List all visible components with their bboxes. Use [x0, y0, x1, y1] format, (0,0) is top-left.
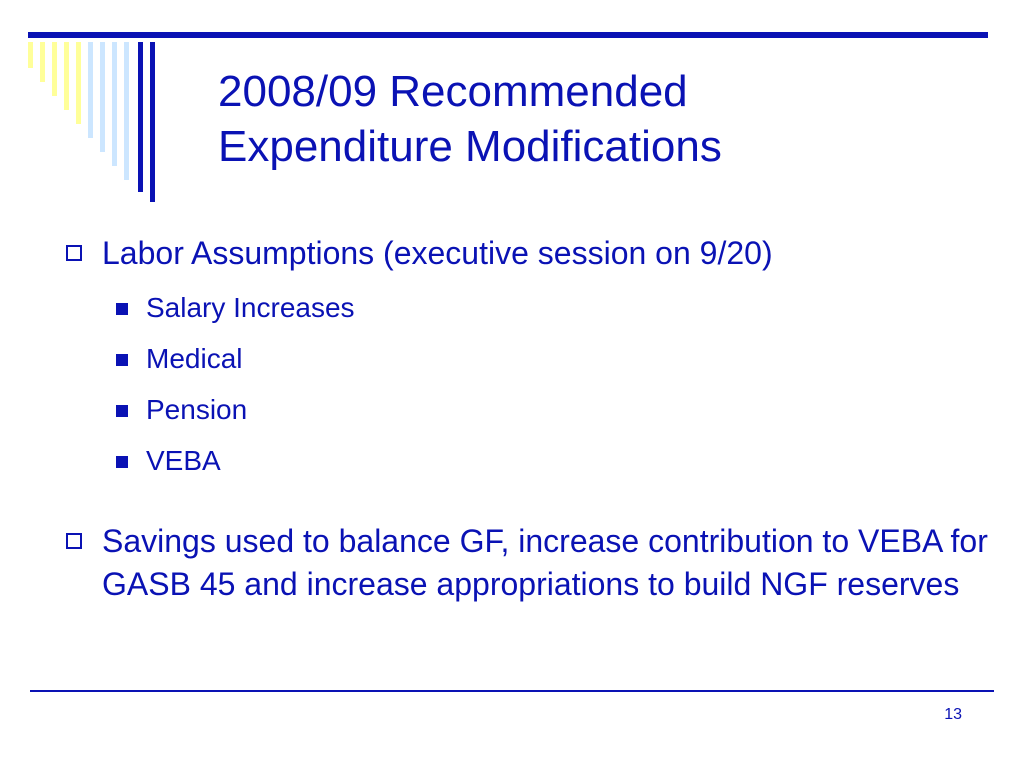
slide-title-line: Expenditure Modifications: [218, 122, 722, 171]
sub-bullet-text: Pension: [146, 394, 248, 425]
bullet-text: Savings used to balance GF, increase contribution to VEBA for GASB 45 and increase appropriations to build NGF reserves: [102, 523, 988, 602]
bottom-rule: [30, 690, 994, 692]
hollow-square-bullet-icon: [66, 533, 82, 549]
decorative-stripe: [112, 42, 117, 166]
sub-bullet-text: Salary Increases: [146, 292, 355, 323]
decorative-stripe: [100, 42, 105, 152]
decorative-stripe: [88, 42, 93, 138]
slide-title: [218, 64, 722, 174]
decorative-stripe: [28, 42, 33, 68]
slide-title-line: 2008/09 Recommended: [218, 67, 688, 116]
filled-square-bullet-icon: [116, 405, 128, 417]
top-rule: [28, 32, 988, 38]
filled-square-bullet-icon: [116, 303, 128, 315]
sub-bullet-text: Medical: [146, 343, 243, 374]
hollow-square-bullet-icon: [66, 245, 82, 261]
filled-square-bullet-icon: [116, 354, 128, 366]
decorative-stripe: [76, 42, 81, 124]
decorative-stripe: [138, 42, 143, 192]
page-number: 13: [944, 706, 962, 723]
decorative-stripe: [64, 42, 69, 110]
bullet-text: Labor Assumptions (executive session on 9/20): [102, 235, 773, 271]
decorative-stripe: [52, 42, 57, 96]
filled-square-bullet-icon: [116, 456, 128, 468]
decorative-stripe: [40, 42, 45, 82]
decorative-stripe: [124, 42, 129, 180]
decorative-stripe: [150, 42, 155, 202]
sub-bullet-text: VEBA: [146, 445, 221, 476]
